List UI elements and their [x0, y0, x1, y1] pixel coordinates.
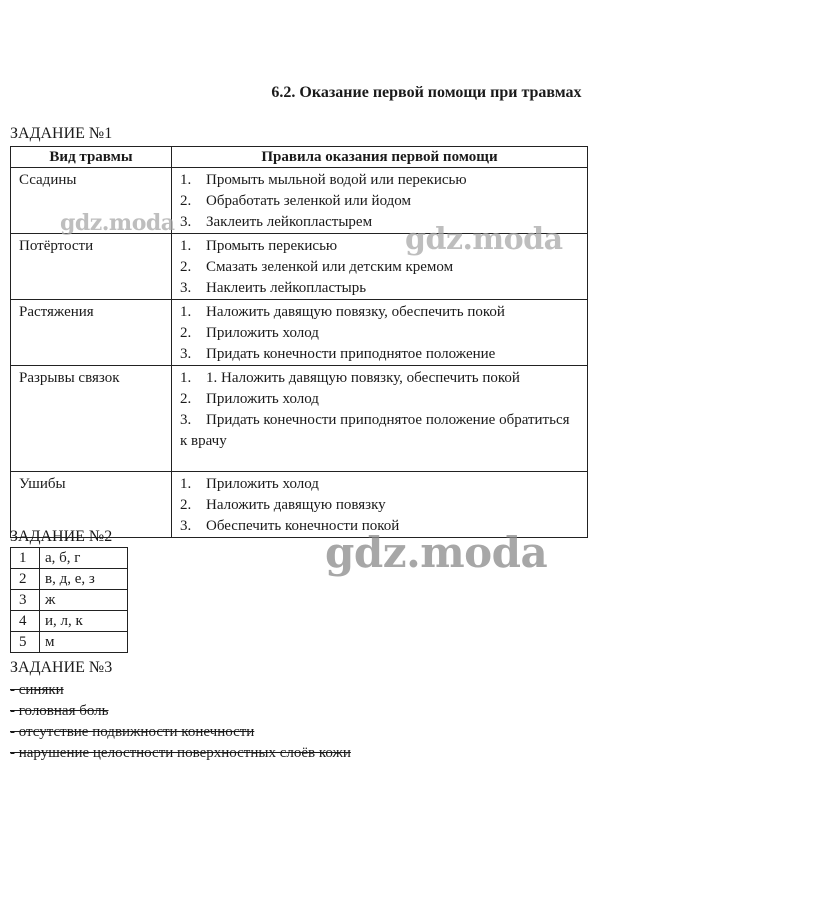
list-item: - синяки — [10, 682, 64, 698]
injury-cell: Ссадины — [11, 168, 172, 234]
task2-heading: ЗАДАНИЕ №2 — [10, 528, 113, 545]
table-row — [11, 548, 128, 569]
rule-item: 3. Придать конечности приподнятое положение — [180, 346, 496, 362]
row-number: 5 — [11, 632, 40, 653]
row-value: ж — [40, 590, 128, 611]
task1-heading: ЗАДАНИЕ №1 — [10, 125, 113, 142]
list-item: - нарушение целостности поверхностных слоёв кожи — [10, 745, 351, 761]
rule-item: 1. Наложить давящую повязку, обеспечить покой — [180, 304, 505, 320]
table-row — [11, 632, 128, 653]
rules-cell — [172, 366, 588, 472]
injury-cell: Растяжения — [11, 300, 172, 366]
rule-item: 1. 1. Наложить давящую повязку, обеспечить покой — [180, 370, 520, 386]
rule-item: 3. Придать конечности приподнятое положение обратиться к врачу — [180, 412, 570, 449]
table-header-row — [11, 147, 588, 168]
rule-item: 3. Заклеить лейкопластырем — [180, 214, 373, 230]
col-injury-header: Вид травмы — [11, 147, 172, 168]
table-row — [11, 300, 588, 366]
col-rules-header: Правила оказания первой помощи — [172, 147, 588, 168]
row-number: 3 — [11, 590, 40, 611]
table-row — [11, 569, 128, 590]
injury-cell: Потёртости — [11, 234, 172, 300]
table-row — [11, 366, 588, 472]
rule-item: 3. Наклеить лейкопластырь — [180, 280, 367, 296]
list-item: - головная боль — [10, 703, 109, 719]
rule-item: 2. Приложить холод — [180, 391, 319, 407]
task3-heading: ЗАДАНИЕ №3 — [10, 659, 113, 676]
rule-item: 1. Приложить холод — [180, 476, 319, 492]
injury-cell: Ушибы — [11, 472, 172, 538]
injury-table — [10, 146, 588, 538]
row-value: м — [40, 632, 128, 653]
rules-cell — [172, 300, 588, 366]
table-row — [11, 590, 128, 611]
row-number: 2 — [11, 569, 40, 590]
watermark: gdz.moda — [60, 210, 175, 236]
task3-list — [10, 680, 351, 764]
row-value: а, б, г — [40, 548, 128, 569]
page-title: 6.2. Оказание первой помощи при травмах — [271, 84, 582, 101]
answer-table — [10, 547, 128, 653]
watermark: gdz.moda — [325, 528, 548, 577]
list-item: - отсутствие подвижности конечности — [10, 724, 255, 740]
rule-item: 1. Промыть перекисью — [180, 238, 338, 254]
watermark: gdz.moda — [405, 222, 563, 257]
rule-item: 3. Обеспечить конечности покой — [180, 518, 400, 534]
rule-item: 2. Наложить давящую повязку — [180, 497, 386, 513]
rule-item: 2. Смазать зеленкой или детским кремом — [180, 259, 454, 275]
rule-item: 2. Приложить холод — [180, 325, 319, 341]
row-value: в, д, е, з — [40, 569, 128, 590]
rule-item: 2. Обработать зеленкой или йодом — [180, 193, 411, 209]
row-number: 4 — [11, 611, 40, 632]
table-row — [11, 611, 128, 632]
row-number: 1 — [11, 548, 40, 569]
rule-item: 1. Промыть мыльной водой или перекисью — [180, 172, 467, 188]
injury-cell: Разрывы связок — [11, 366, 172, 472]
row-value: и, л, к — [40, 611, 128, 632]
